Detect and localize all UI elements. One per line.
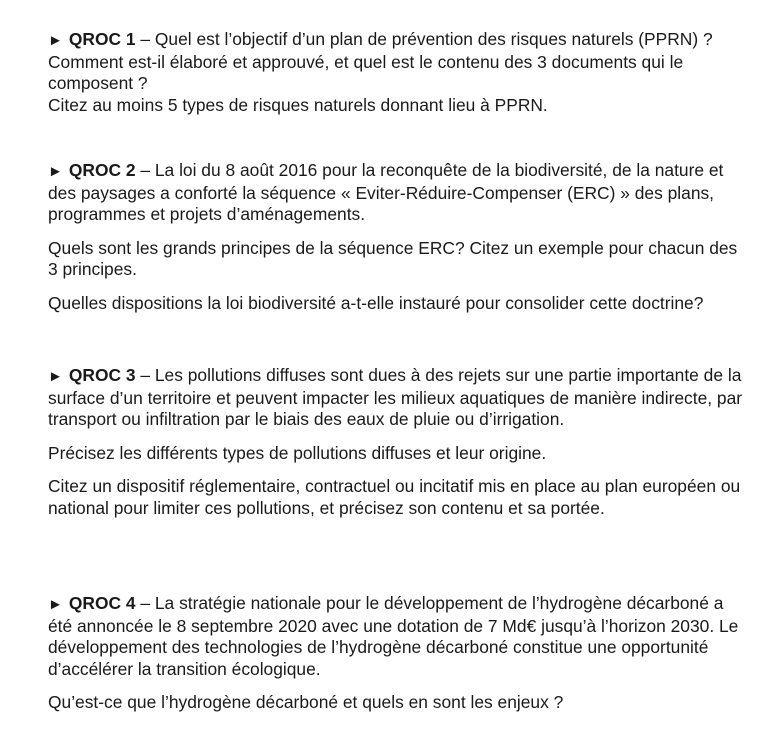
question-block-2	[48, 160, 748, 314]
question-lead-paragraph	[48, 365, 748, 431]
bullet-arrow-icon: ►	[48, 32, 63, 49]
question-block-3	[48, 365, 748, 519]
bullet-arrow-icon: ►	[48, 163, 63, 180]
question-lead-paragraph	[48, 29, 748, 116]
question-text: Les pollutions diffuses sont dues à des rejets sur une partie importante de la surface d’un territoire et peuvent impacter les milieux aquatiques de manière indirecte, par transport ou infiltration par le biais des eaux de pluie ou d’irrigation.	[48, 365, 743, 429]
question-paragraph: Quels sont les grands principes de la séquence ERC? Citez un exemple pour chacun des 3 principes.	[48, 237, 738, 279]
question-lead-paragraph	[48, 160, 748, 226]
question-text-line: Citez au moins 5 types de risques naturels donnant lieu à PPRN.	[48, 94, 548, 115]
question-block-1	[48, 29, 748, 116]
bullet-arrow-icon: ►	[48, 596, 63, 613]
dash: –	[135, 365, 155, 385]
dash: –	[135, 160, 155, 180]
question-label: QROC 2	[68, 160, 136, 180]
question-label: QROC 4	[68, 593, 136, 613]
question-label: QROC 3	[68, 365, 136, 385]
question-paragraph: Quelles dispositions la loi biodiversité a-t-elle instauré pour consolider cette doctrine?	[48, 292, 704, 313]
dash: –	[135, 29, 155, 49]
question-paragraph: Qu’est-ce que l’hydrogène décarboné et quels en sont les enjeux ?	[48, 692, 564, 712]
question-lead-paragraph	[48, 593, 748, 680]
question-paragraph: Précisez les différents types de pollutions diffuses et leur origine.	[48, 442, 547, 463]
question-label: QROC 1	[68, 29, 136, 49]
question-text: La loi du 8 août 2016 pour la reconquête de la biodiversité, de la nature et des paysages a conforté la séquence « Eviter-Réduire-Compenser (ERC) » des plans, programmes et projets d’aménagements.	[48, 160, 724, 224]
question-block-4	[48, 593, 748, 714]
dash: –	[135, 593, 155, 613]
question-text: La stratégie nationale pour le développement de l’hydrogène décarboné a été annoncée le 8 septembre 2020 avec une dotation de 7 Md€ jusqu’à l’horizon 2030. Le développement des technologies de l’hydrogène décarboné constitue une opportunité d’accélérer la transition écologique.	[48, 593, 739, 679]
question-paragraph: Citez un dispositif réglementaire, contractuel ou incitatif mis en place au plan européen ou national pour limiter ces pollutions, et précisez son contenu et sa portée.	[48, 476, 741, 518]
question-text: Quel est l’objectif d’un plan de prévention des risques naturels (PPRN) ?Comment est-il élaboré et approuvé, et quel est le contenu des 3 documents qui le composent ?	[48, 29, 713, 93]
bullet-arrow-icon: ►	[48, 368, 63, 385]
